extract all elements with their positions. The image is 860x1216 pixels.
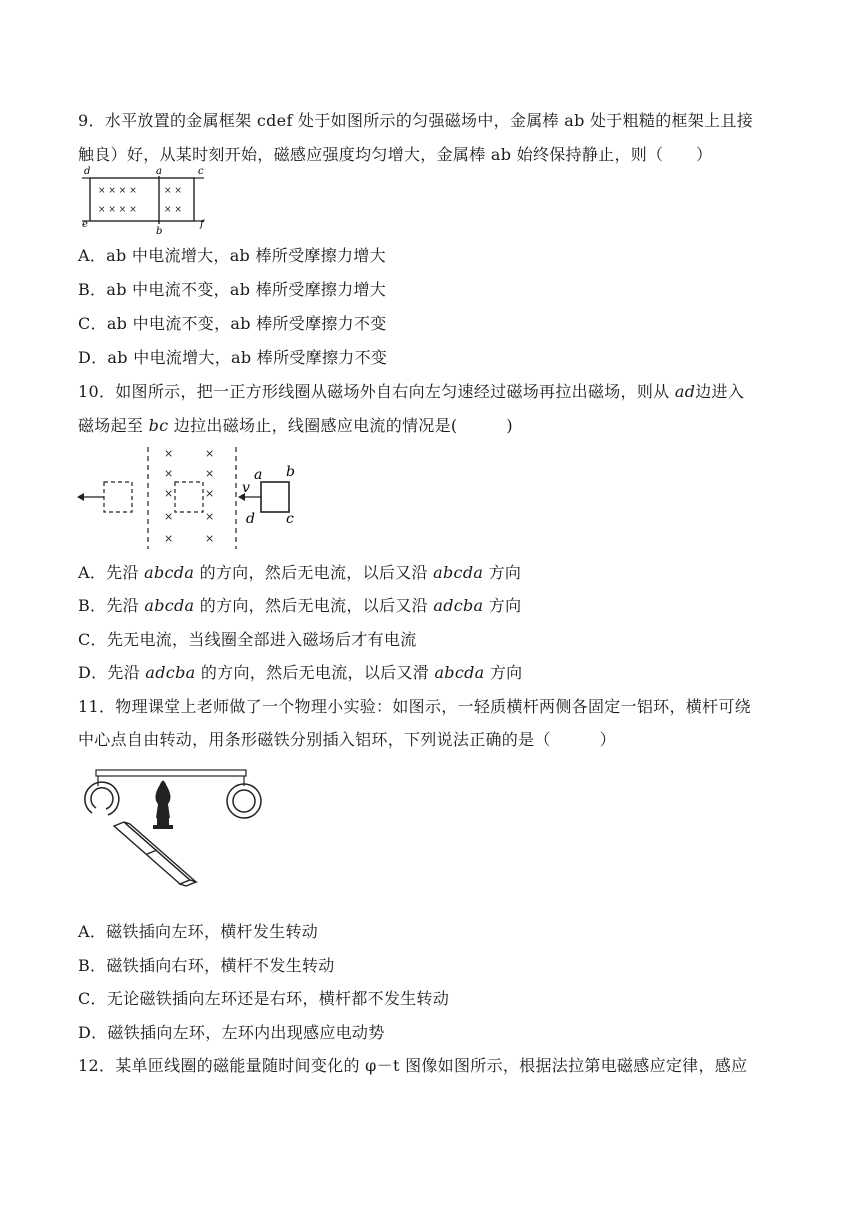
q10-magnetic-field-crosses (164, 447, 214, 545)
svg-text:×: × (205, 447, 215, 460)
q9-label-d: d (84, 166, 91, 177)
q9-option-b[interactable]: B．ab 中电流不变，ab 棒所受摩擦力增大 (78, 280, 387, 299)
svg-text:×: × (205, 532, 215, 545)
q10-label-c: c (286, 511, 294, 527)
q11-option-c[interactable]: C．无论磁铁插向左环还是右环，横杆都不发生转动 (78, 989, 450, 1008)
q11-figure-aluminum-rings-on-crossbar (78, 768, 268, 908)
q10-label-v: v (242, 480, 250, 496)
q11-stem-line1: 11．物理课堂上老师做了一个物理小实验：如图示，一轻质横杆两侧各固定一铝环，横杆可绕 (78, 697, 751, 716)
q9-label-c: c (198, 166, 204, 177)
q10-stem-line2: 磁场起至 bc 边拉出磁场止，线圈感应电流的情况是( ) (78, 416, 513, 435)
svg-text:×: × (164, 510, 174, 523)
q10-figure-coil-through-field (74, 445, 314, 553)
q11-bar-magnet (114, 822, 196, 886)
q11-right-ring-closed (227, 784, 261, 818)
q10-option-a[interactable]: A．先沿 abcda 的方向，然后无电流，以后又沿 abcda 方向 (78, 563, 522, 582)
q11-option-b[interactable]: B．磁铁插向右环，横杆不发生转动 (78, 956, 335, 975)
q10-option-b[interactable]: B．先沿 abcda 的方向，然后无电流，以后又沿 adcba 方向 (78, 596, 522, 615)
q10-option-d[interactable]: D．先沿 adcba 的方向，然后无电流，以后又滑 abcda 方向 (78, 663, 523, 682)
svg-text:×: × (164, 467, 174, 480)
svg-text:× ×: × × (164, 205, 182, 215)
svg-text:×: × (164, 447, 174, 460)
q9-label-b: b (156, 226, 163, 237)
q9-label-e: e (82, 219, 88, 230)
svg-text:× ×: × × (164, 186, 182, 196)
q9-figure-rectangular-frame (80, 168, 210, 236)
q10-label-a: a (254, 467, 263, 483)
q9-stem-line1: 9．水平放置的金属框架 cdef 处于如图所示的匀强磁场中，金属棒 ab 处于粗糙的框架上且接 (78, 111, 753, 130)
svg-text:×: × (205, 467, 215, 480)
svg-text:×: × (164, 532, 174, 545)
svg-text:× × × ×: × × × × (98, 186, 137, 196)
q10-label-d: d (246, 511, 255, 527)
q11-option-d[interactable]: D．磁铁插向左环，左环内出现感应电动势 (78, 1023, 385, 1042)
q9-stem-line2: 触良）好，从某时刻开始，磁感应强度均匀增大，金属棒 ab 始终保持静止，则（ ） (78, 145, 713, 164)
q11-pivot-stand (153, 780, 173, 829)
q9-option-a[interactable]: A．ab 中电流增大，ab 棒所受摩擦力增大 (78, 246, 386, 265)
q10-label-b: b (286, 464, 295, 480)
q11-stem-line2: 中心点自由转动，用条形磁铁分别插入铝环，下列说法正确的是（ ） (78, 730, 616, 749)
q9-magnetic-field-crosses (98, 186, 182, 215)
q10-stem-line1: 10．如图所示，把一正方形线圈从磁场外自右向左匀速经过磁场再拉出磁场，则从 ad边进入 (78, 382, 745, 401)
q9-option-d[interactable]: D．ab 中电流增大，ab 棒所受摩擦力不变 (78, 348, 388, 367)
svg-text:×: × (205, 487, 215, 500)
q9-label-a: a (156, 166, 162, 177)
q11-option-a[interactable]: A．磁铁插向左环，横杆发生转动 (78, 922, 319, 941)
svg-text:×: × (164, 487, 174, 500)
q9-label-f: f (200, 219, 204, 230)
svg-text:×: × (205, 510, 215, 523)
q12-stem-line1: 12．某单匝线圈的磁能量随时间变化的 φ－t 图像如图所示，根据法拉第电磁感应定律，感应 (78, 1056, 748, 1075)
q9-option-c[interactable]: C．ab 中电流不变，ab 棒所受摩擦力不变 (78, 314, 387, 333)
q11-left-ring-with-gap (85, 782, 119, 815)
svg-text:× × × ×: × × × × (98, 205, 137, 215)
q10-option-c[interactable]: C．先无电流，当线圈全部进入磁场后才有电流 (78, 630, 417, 649)
